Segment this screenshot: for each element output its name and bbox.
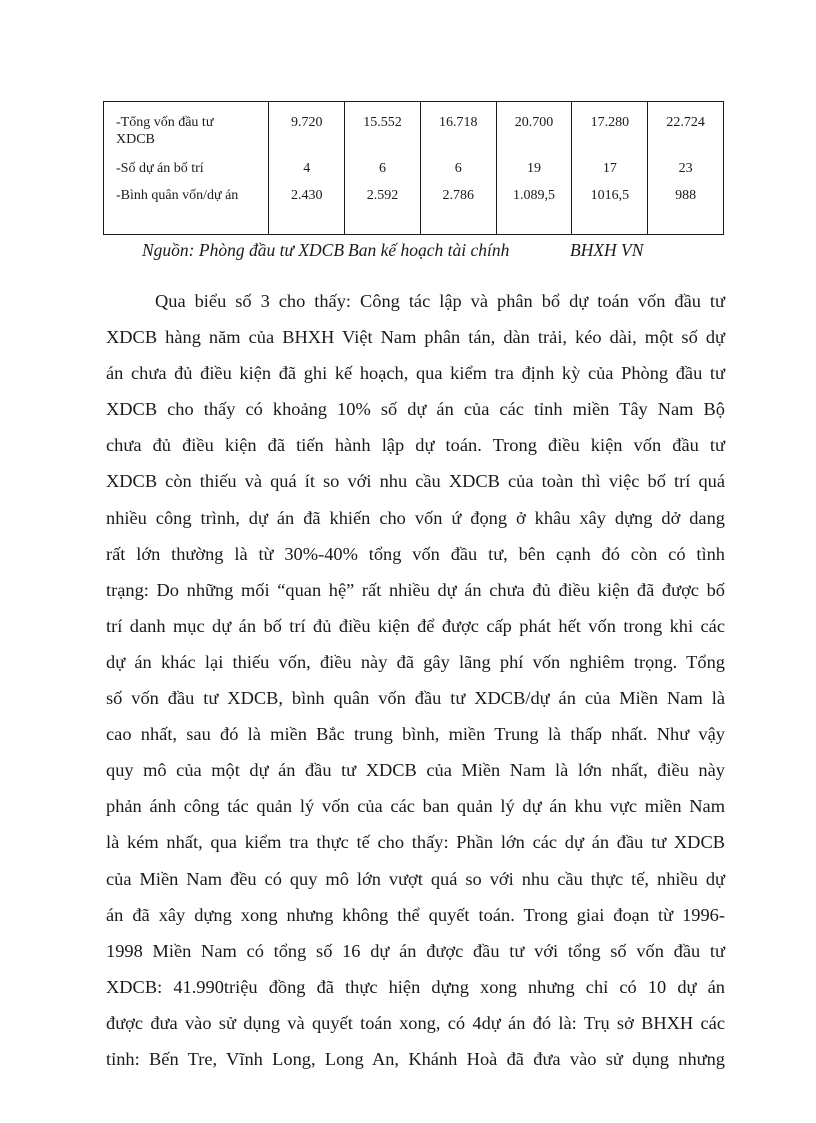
paragraph-line: số vốn đầu tư XDCB, bình quân vốn đầu tư XDCB/dự án của Miền Nam là — [106, 688, 725, 709]
paragraph-line: án chưa đủ điều kiện đã ghi kế hoạch, qua kiểm tra định kỳ của Phòng đầu tư — [106, 363, 725, 384]
projects-value: 17 — [602, 161, 617, 176]
value-column-1 — [269, 102, 345, 235]
total-value: 15.552 — [363, 115, 402, 130]
paragraph-line: trạng: Do những mối “quan hệ” rất nhiều dự án chưa đủ điều kiện đã được bố — [106, 579, 725, 600]
paragraph-line: XDCB còn thiếu và quá ít so với nhu cầu XDCB của toàn thì việc bố trí quá — [106, 471, 725, 492]
paragraph-line: án đã xây dựng xong nhưng không thể quyết toán. Trong giai đoạn từ 1996- — [106, 904, 725, 925]
paragraph-line: 1998 Miền Nam có tổng số 16 dự án được đầu tư với tổng số vốn đầu tư — [106, 940, 725, 961]
paragraph-line: trí danh mục dự án bố trí đủ điều kiện để được cấp phát hết vốn trong khi các — [106, 615, 725, 636]
paragraph-line: cao nhất, sau đó là miền Bắc trung bình, miền Trung là thấp nhất. Như vậy — [106, 724, 725, 745]
source-part-2: Ban kế hoạch tài chính — [348, 240, 510, 260]
value-column-2 — [345, 102, 421, 235]
row-label-cell — [104, 102, 269, 235]
label-projects: -Số dự án bố trí — [116, 161, 204, 176]
paragraph-line: chưa đủ điều kiện đã tiến hành lập dự toán. Trong điều kiện vốn đầu tư — [106, 435, 725, 456]
total-value: 20.700 — [514, 115, 554, 130]
projects-value: 4 — [303, 161, 311, 176]
average-value: 1016,5 — [590, 188, 630, 203]
projects-value: 19 — [527, 161, 542, 176]
label-total-line2: XDCB — [116, 132, 155, 147]
average-value: 2.592 — [366, 188, 399, 203]
source-part-1: Nguồn: Phòng đầu tư XDCB — [142, 240, 345, 260]
paragraph-line: tỉnh: Bến Tre, Vĩnh Long, Long An, Khánh Hoà đã đưa vào sử dụng nhưng — [106, 1048, 725, 1069]
paragraph-line: XDCB hàng năm của BHXH Việt Nam phân tán, dàn trải, kéo dài, một số dự — [106, 327, 725, 348]
projects-value: 23 — [678, 161, 693, 176]
paragraph-line: của Miền Nam đều có quy mô lớn vượt quá so với nhu cầu thực tế, nhiều dự — [106, 868, 725, 889]
total-value: 22.724 — [666, 115, 705, 130]
body-paragraph — [106, 283, 725, 1077]
projects-value: 6 — [454, 161, 462, 176]
paragraph-line: phản ánh công tác quản lý vốn của các ban quản lý dự án khu vực miền Nam — [106, 796, 725, 817]
average-value: 988 — [675, 188, 697, 203]
source-part-3: BHXH VN — [570, 240, 644, 260]
average-value: 2.430 — [291, 188, 323, 203]
value-column-4 — [496, 102, 572, 235]
average-value: 1.089,5 — [513, 188, 556, 203]
paragraph-line: XDCB cho thấy có khoảng 10% số dự án của các tỉnh miền Tây Nam Bộ — [106, 399, 725, 420]
label-average: -Bình quân vốn/dự án — [116, 188, 239, 203]
value-column-5 — [572, 102, 648, 235]
paragraph-line: dự án khác lại thiếu vốn, điều này đã gây lãng phí vốn nghiêm trọng. Tổng — [106, 651, 725, 672]
table-row — [104, 102, 724, 235]
total-value: 9.720 — [291, 115, 323, 130]
paragraph-line: nhiều công trình, dự án đã khiến cho vốn ứ đọng ở khâu xây dựng dở dang — [106, 507, 725, 528]
average-value: 2.786 — [442, 188, 475, 203]
label-total-line1: -Tổng vốn đầu tư — [116, 115, 214, 130]
total-value: 17.280 — [590, 115, 630, 130]
total-value: 16.718 — [439, 115, 478, 130]
value-column-3 — [420, 102, 496, 235]
paragraph-line: được đưa vào sử dụng và quyết toán xong, có 4dự án đó là: Trụ sở BHXH các — [106, 1012, 725, 1033]
paragraph-line: quy mô của một dự án đầu tư XDCB của Miền Nam là lớn nhất, điều này — [106, 760, 725, 781]
paragraph-line: Qua biểu số 3 cho thấy: Công tác lập và phân bổ dự toán vốn đầu tư — [155, 291, 725, 311]
projects-value: 6 — [379, 161, 387, 176]
paragraph-line: rất lớn thường là từ 30%-40% tổng vốn đầu tư, bên cạnh đó còn có tình — [106, 543, 725, 564]
paragraph-line: là kém nhất, qua kiểm tra thực tế cho thấy: Phần lớn các dự án đầu tư XDCB — [106, 832, 725, 853]
paragraph-line: XDCB: 41.990triệu đồng đã thực hiện dựng xong nhưng chỉ có 10 dự án — [106, 976, 725, 997]
investment-table — [103, 101, 724, 235]
value-column-6 — [648, 102, 724, 235]
